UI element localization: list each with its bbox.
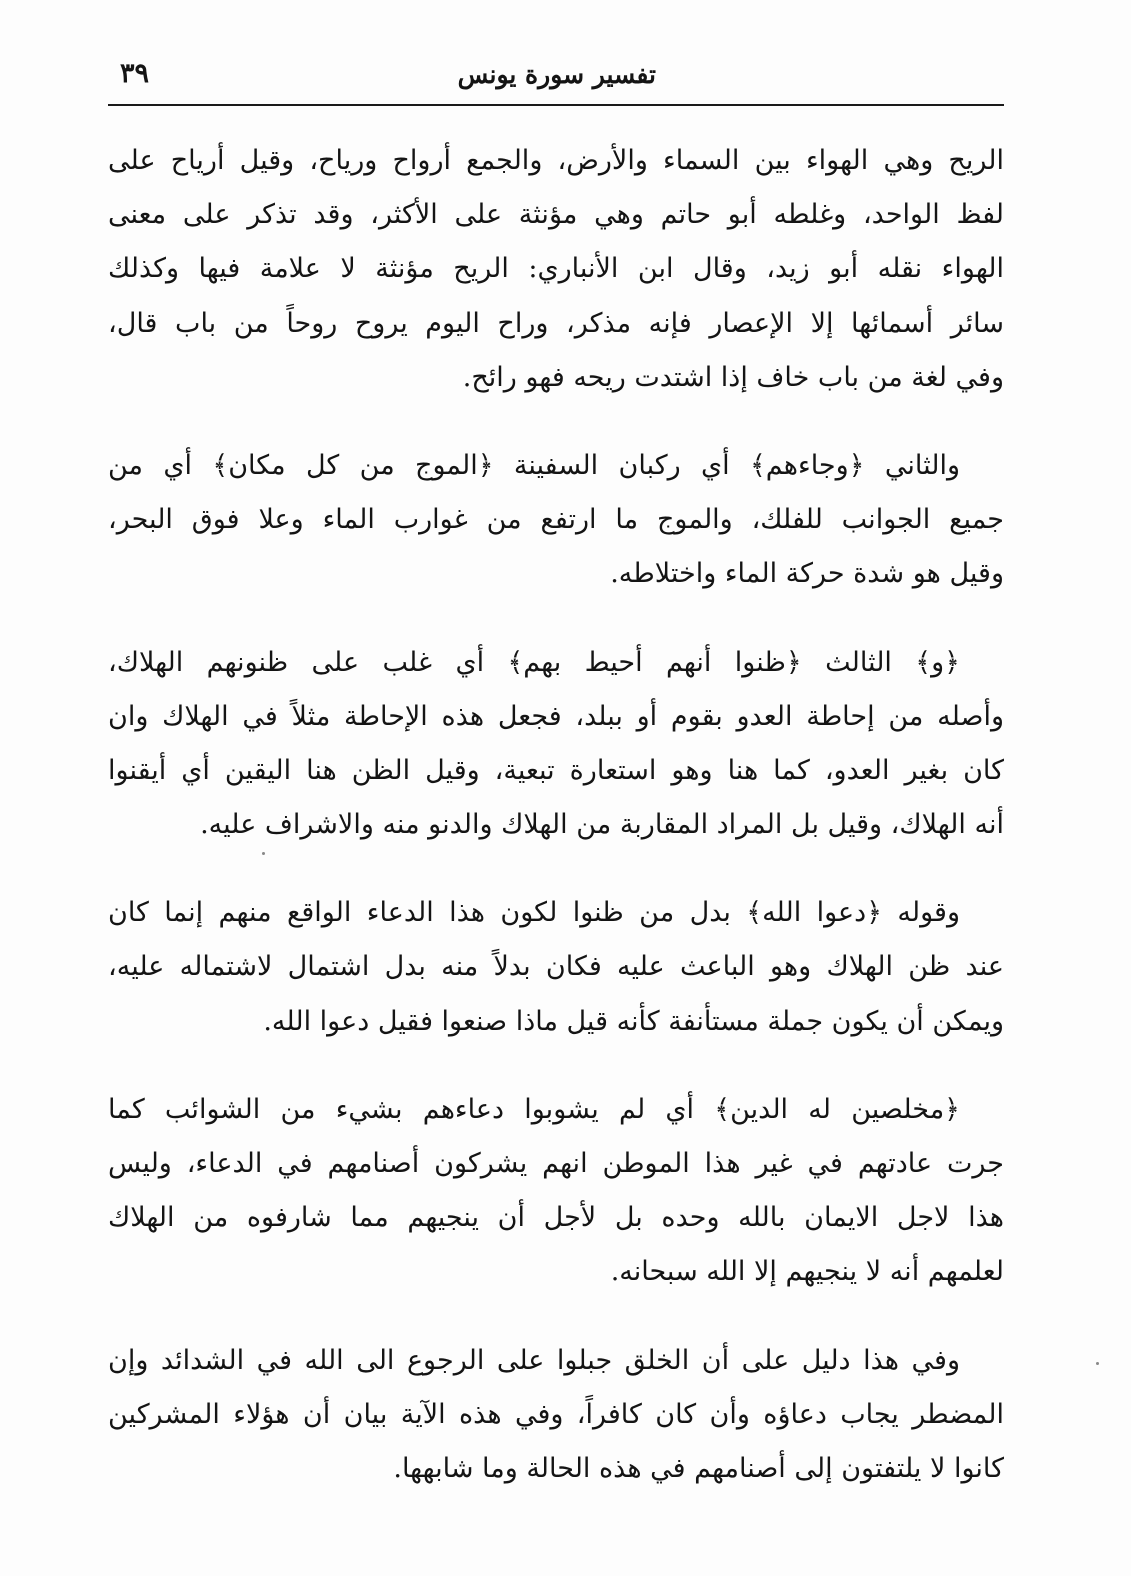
text-line: المضطر يجاب دعاؤه وأن كان كافراً، وفي هذه الآية بيان أن هؤلاء المشركين: [108, 1398, 1004, 1430]
header-title: تفسير سورة يونس: [457, 60, 656, 89]
text-line: جرت عادتهم في غير هذا الموطن انهم يشركون أصنامهم في الدعاء، وليس: [108, 1148, 1004, 1179]
text-line: وقيل هو شدة حركة الماء واختلاطه.: [610, 558, 1004, 590]
text-line: وفي هذا دليل على أن الخلق جبلوا على الرجوع الى الله في الشدائد وإن: [108, 1344, 960, 1376]
text-line: أنه الهلاك، وقيل بل المراد المقاربة من الهلاك والدنو منه والاشراف عليه.: [200, 809, 1004, 841]
text-line: جميع الجوانب للفلك، والموج ما ارتفع من غوارب الماء وعلا فوق البحر،: [108, 504, 1004, 536]
paragraph-6: [108, 1334, 1004, 1497]
text-line: عند ظن الهلاك وهو الباعث عليه فكان بدلاً منه بدل اشتمال لاشتماله عليه،: [108, 951, 1004, 983]
paragraph-1: [108, 134, 1004, 405]
header-rule: [108, 104, 1004, 106]
text-line: والثاني ﴿وجاءهم﴾ أي ركبان السفينة ﴿الموج من كل مكان﴾ أي من: [108, 449, 960, 481]
running-header: [108, 54, 1004, 98]
paragraph-5: [108, 1083, 1004, 1300]
text-line: ﴿و﴾ الثالث ﴿ظنوا أنهم أحيط بهم﴾ أي غلب على ظنونهم الهلاك،: [108, 646, 960, 678]
text-line: كان بغير العدو، كما هنا وهو استعارة تبعية، وقيل الظن هنا اليقين أي أيقنوا: [108, 754, 1004, 786]
scan-speck: [1096, 1362, 1099, 1365]
paragraph-4: [108, 886, 1004, 1049]
paragraph-2: [108, 439, 1004, 602]
text-line: لفظ الواحد، وغلطه أبو حاتم وهي مؤنثة على الأكثر، وقد تذكر على معنى: [108, 199, 1004, 231]
text-line: كانوا لا يلتفتون إلى أصنامهم في هذه الحالة وما شابهها.: [393, 1452, 1004, 1484]
body-text: [108, 134, 1004, 1530]
text-line: وفي لغة من باب خاف إذا اشتدت ريحه فهو رائح.: [462, 361, 1004, 393]
paragraph-3: [108, 636, 1004, 853]
page-number: ٣٩: [120, 58, 150, 89]
text-line: وأصله من إحاطة العدو بقوم أو ببلد، فجعل هذه الإحاطة مثلاً في الهلاك وان: [108, 700, 1004, 732]
text-line: الهواء نقله أبو زيد، وقال ابن الأنباري: الريح مؤنثة لا علامة فيها وكذلك: [108, 253, 1004, 285]
scan-speck: [262, 852, 265, 855]
text-line: الريح وهي الهواء بين السماء والأرض، والجمع أرواح ورياح، وقيل أرياح على: [108, 145, 1004, 176]
text-line: سائر أسمائها إلا الإعصار فإنه مذكر، وراح اليوم يروح روحاً من باب قال،: [108, 307, 1004, 339]
text-line: وقوله ﴿دعوا الله﴾ بدل من ظنوا لكون هذا الدعاء الواقع منهم إنما كان: [108, 897, 960, 929]
text-line: ﴿مخلصين له الدين﴾ أي لم يشوبوا دعاءهم بشيء من الشوائب كما: [108, 1093, 960, 1125]
text-line: ويمكن أن يكون جملة مستأنفة كأنه قيل ماذا صنعوا فقيل دعوا الله.: [263, 1005, 1004, 1037]
text-line: لعلمهم أنه لا ينجيهم إلا الله سبحانه.: [610, 1256, 1004, 1288]
text-line: هذا لاجل الايمان بالله وحده بل لأجل أن ينجيهم مما شارفوه من الهلاك: [108, 1202, 1004, 1234]
